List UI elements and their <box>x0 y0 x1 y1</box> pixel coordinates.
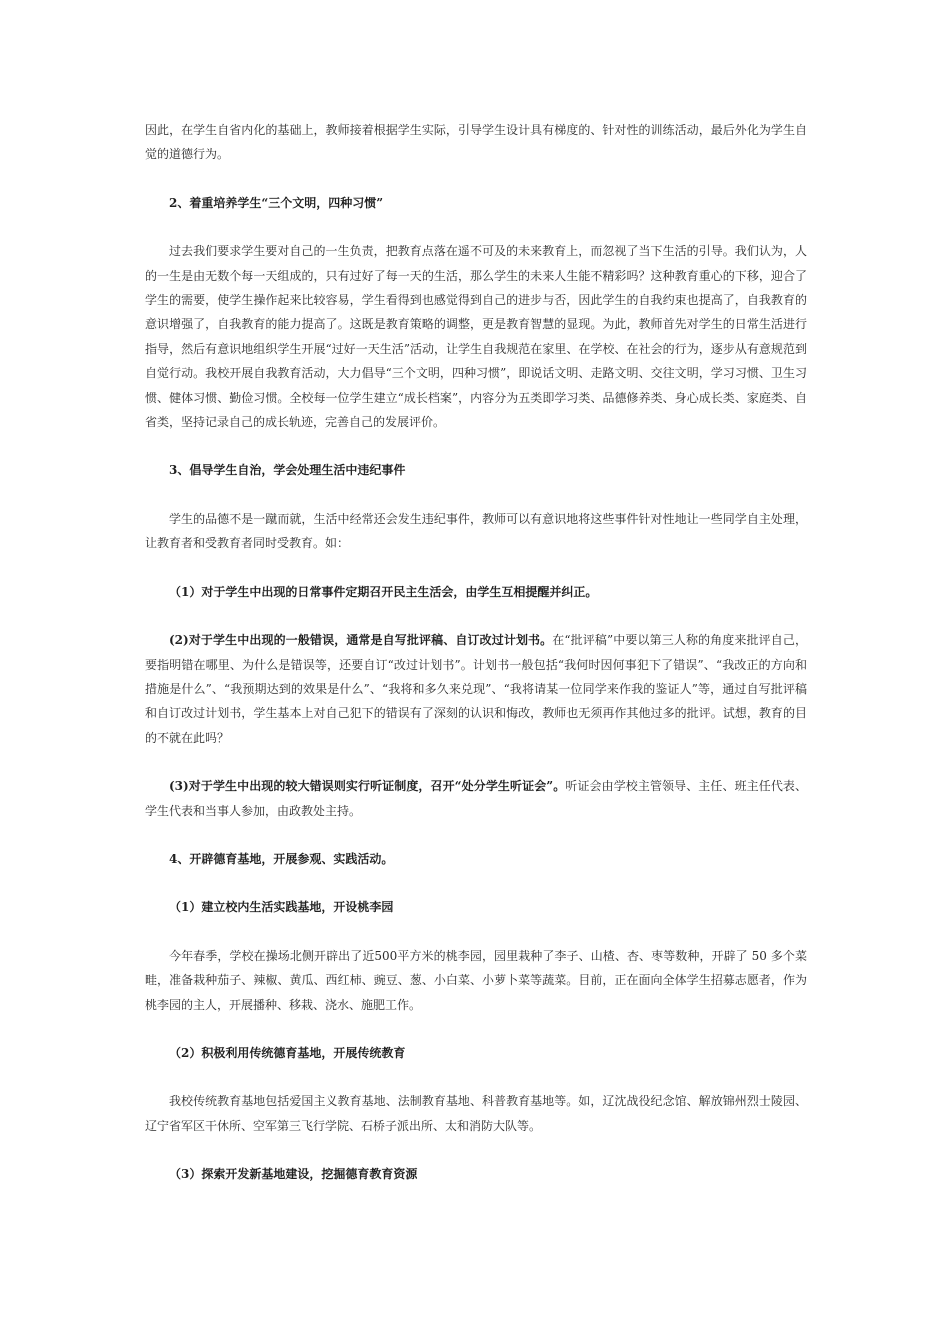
intro-paragraph: 因此，在学生自省内化的基础上，教师接着根据学生实际，引导学生设计具有梯度的、针对性的训练活动，最后外化为学生自觉的道德行为。 <box>145 123 807 162</box>
section-2-paragraph: 过去我们要求学生要对自己的一生负责，把教育点落在遥不可及的未来教育上，而忽视了当下生活的引导。我们认为，人的一生是由无数个每一天组成的，只有过好了每一天的生活，那么学生的未来人生能不精彩吗？这种教育重心的下移，迎合了学生的需要，使学生操作起来比较容易，学生看得到也感觉得到自己的进步与否，因此学生的自我约束也提高了，自我教育的意识增强了，自我教育的能力提高了。这既是教育策略的调整，更是教育智慧的显现。为此，教师首先对学生的日常生活进行指导，然后有意识地组织学生开展“过好一天生活”活动，让学生自我规范在家里、在学校、在社会的行为，逐步从有意规范到自觉行动。我校开展自我教育活动，大力倡导“三个文明，四种习惯”，即说话文明、走路文明、交往文明，学习习惯、卫生习惯、健体习惯、勤俭习惯。全校每一位学生建立“成长档案”，内容分为五类即学习类、品德修养类、身心成长类、家庭类、自省类，坚持记录自己的成长轨迹，完善自己的发展评价。 <box>145 244 807 430</box>
item-3-bold-lead: (3)对于学生中出现的较大错误则实行听证制度，召开“处分学生听证会”。 <box>169 779 566 794</box>
subsection-heading-4-1: （1）建立校内生活实践基地，开设桃李园 <box>169 900 394 915</box>
item-1-heading: （1）对于学生中出现的日常事件定期召开民主生活会，由学生互相提醒并纠正。 <box>169 584 598 599</box>
subsection-4-1-paragraph: 今年春季，学校在操场北侧开辟出了近500平方米的桃李园，园里栽种了李子、山楂、杏、枣等数种，开辟了 50 多个菜畦，准备栽种茄子、辣椒、黄瓜、西红柿、豌豆、葱、小白菜、小萝卜菜等蔬菜。目前，正在面向全体学生招募志愿者，作为桃李园的主人，开展播种、移栽、浇水、施肥工作。 <box>145 948 807 1012</box>
subsection-heading-4-2: （2）积极利用传统德育基地，开展传统教育 <box>169 1045 406 1060</box>
section-heading-2: 2、着重培养学生“三个文明，四种习惯” <box>169 195 384 210</box>
section-heading-3: 3、倡导学生自治，学会处理生活中违纪事件 <box>169 463 406 478</box>
section-3-paragraph: 学生的品德不是一蹴而就，生活中经常还会发生违纪事件，教师可以有意识地将这些事件针对性地让一些同学自主处理，让教育者和受教育者同时受教育。如： <box>145 511 807 551</box>
item-2-paragraph <box>145 628 807 750</box>
item-2-bold-lead: (2)对于学生中出现的一般错误，通常是自写批评稿、自订改过计划书。 <box>169 633 553 648</box>
subsection-4-2-paragraph: 我校传统教育基地包括爱国主义教育基地、法制教育基地、科普教育基地等。如，辽沈战役纪念馆、解放锦州烈士陵园、辽宁省军区干休所、空军第三飞行学院、石桥子派出所、太和消防大队等。 <box>145 1094 807 1133</box>
item-2-body: 在“批评稿”中要以第三人称的角度来批评自己，要指明错在哪里、为什么是错误等，还要自订“改过计划书”。计划书一般包括“我何时因何事犯下了错误”、“我改正的方向和措施是什么”、“我预期达到的效果是什么”、“我将和多久来兑现”、“我将请某一位同学来作我的鉴证人”等，通过自写批评稿和自订改过计划书，学生基本上对自己犯下的错误有了深刻的认识和悔改，教师也无须再作其他过多的批评。试想，教育的目的不就在此吗？ <box>145 633 807 745</box>
item-3-paragraph <box>145 774 807 823</box>
document-page <box>145 118 807 1187</box>
section-heading-4: 4、开辟德育基地，开展参观、实践活动。 <box>169 851 394 866</box>
item-3-body: 听证会由学校主管领导、主任、班主任代表、学生代表和当事人参加，由政教处主持。 <box>145 779 807 818</box>
subsection-heading-4-3: （3）探索开发新基地建设，挖掘德育教育资源 <box>169 1167 418 1182</box>
